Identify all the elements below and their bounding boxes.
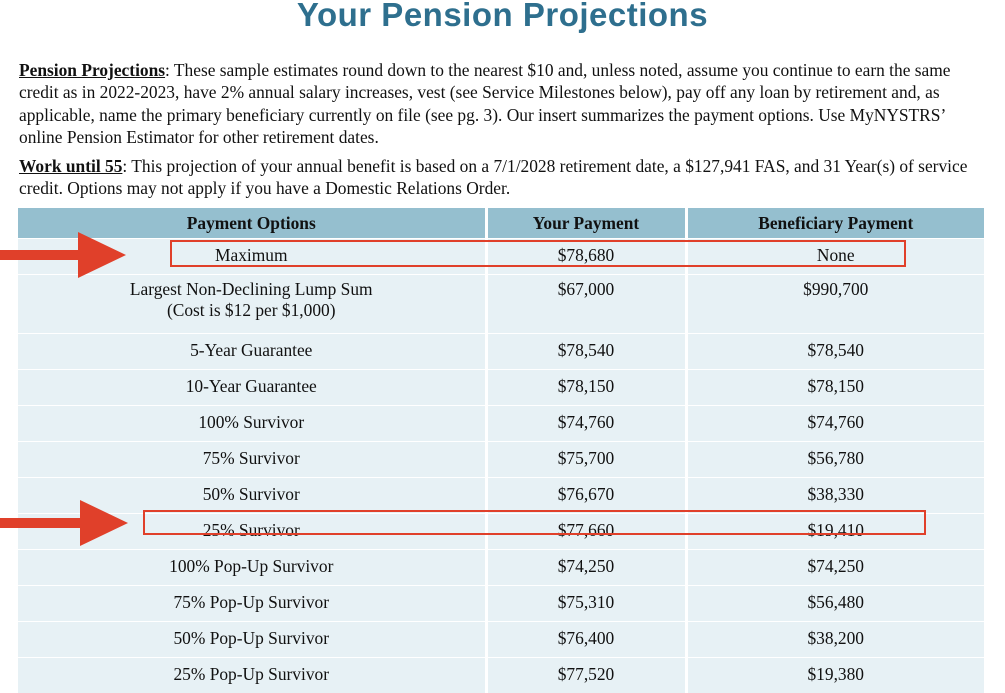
payment-options-table-wrapper <box>18 208 984 693</box>
table-row <box>18 406 984 442</box>
table-row <box>18 442 984 478</box>
work-paragraph <box>19 155 969 200</box>
payment-cell: $77,520 <box>486 658 686 693</box>
table-row <box>18 658 984 693</box>
payment-cell: $78,540 <box>486 334 686 370</box>
option-cell: 75% Survivor <box>18 442 486 478</box>
header-your-payment: Your Payment <box>486 208 686 239</box>
intro-paragraph <box>19 59 969 149</box>
page-title: Your Pension Projections <box>0 0 1005 34</box>
payment-cell: $74,250 <box>486 550 686 586</box>
beneficiary-cell: $74,250 <box>686 550 984 586</box>
arrow-right-icon <box>0 229 128 281</box>
option-cell: 50% Survivor <box>18 478 486 514</box>
table-row <box>18 586 984 622</box>
beneficiary-cell: $56,480 <box>686 586 984 622</box>
table-row <box>18 622 984 658</box>
beneficiary-cell: $38,200 <box>686 622 984 658</box>
payment-options-table <box>18 208 984 693</box>
table-row <box>18 334 984 370</box>
payment-cell: $74,760 <box>486 406 686 442</box>
table-row <box>18 370 984 406</box>
beneficiary-cell: $19,380 <box>686 658 984 693</box>
payment-cell: $76,400 <box>486 622 686 658</box>
option-cell: 10-Year Guarantee <box>18 370 486 406</box>
table-row <box>18 478 984 514</box>
beneficiary-cell: $990,700 <box>686 275 984 334</box>
beneficiary-cell: $74,760 <box>686 406 984 442</box>
option-cell: 25% Pop-Up Survivor <box>18 658 486 693</box>
option-cell: 25% Survivor <box>18 514 486 550</box>
option-cell <box>18 275 486 334</box>
intro-text: : These sample estimates round down to the nearest $10 and, unless noted, assume you continue to earn the same credit as in 2022-2023, have 2% annual salary increases, vest (see Service Milestones below), pay off any loan by retirement and, as applicable, name the primary beneficiary currently on file (see pg. 3). Our insert summarizes the payment options. Use MyNYSTRS’ online Pension Estimator for other retirement dates. <box>19 60 951 147</box>
table-row <box>18 550 984 586</box>
work-text: : This projection of your annual benefit is based on a 7/1/2028 retirement date, a $127,941 FAS, and 31 Year(s) of service credit. Options may not apply if you have a Domestic Relations Order. <box>19 156 967 198</box>
payment-cell: $67,000 <box>486 275 686 334</box>
beneficiary-cell: $38,330 <box>686 478 984 514</box>
payment-cell: $78,680 <box>486 239 686 275</box>
option-cell: 50% Pop-Up Survivor <box>18 622 486 658</box>
payment-cell: $75,310 <box>486 586 686 622</box>
table-row <box>18 239 984 275</box>
option-cell: Maximum <box>18 239 486 275</box>
option-cell: 100% Survivor <box>18 406 486 442</box>
payment-cell: $78,150 <box>486 370 686 406</box>
payment-cell: $76,670 <box>486 478 686 514</box>
work-lead: Work until 55 <box>19 156 122 176</box>
header-payment-options: Payment Options <box>18 208 486 239</box>
payment-cell: $75,700 <box>486 442 686 478</box>
option-cell: 100% Pop-Up Survivor <box>18 550 486 586</box>
beneficiary-cell: $19,410 <box>686 514 984 550</box>
option-cell: 75% Pop-Up Survivor <box>18 586 486 622</box>
option-cell: 5-Year Guarantee <box>18 334 486 370</box>
payment-cell: $77,660 <box>486 514 686 550</box>
beneficiary-cell: $56,780 <box>686 442 984 478</box>
table-row <box>18 514 984 550</box>
table-row <box>18 275 984 334</box>
table-header-row <box>18 208 984 239</box>
option-note: (Cost is $12 per $1,000) <box>18 300 485 321</box>
header-beneficiary-payment: Beneficiary Payment <box>686 208 984 239</box>
intro-lead: Pension Projections <box>19 60 165 80</box>
beneficiary-cell: $78,150 <box>686 370 984 406</box>
arrow-right-icon <box>0 497 130 549</box>
beneficiary-cell: None <box>686 239 984 275</box>
beneficiary-cell: $78,540 <box>686 334 984 370</box>
option-label: Largest Non-Declining Lump Sum <box>18 279 485 300</box>
